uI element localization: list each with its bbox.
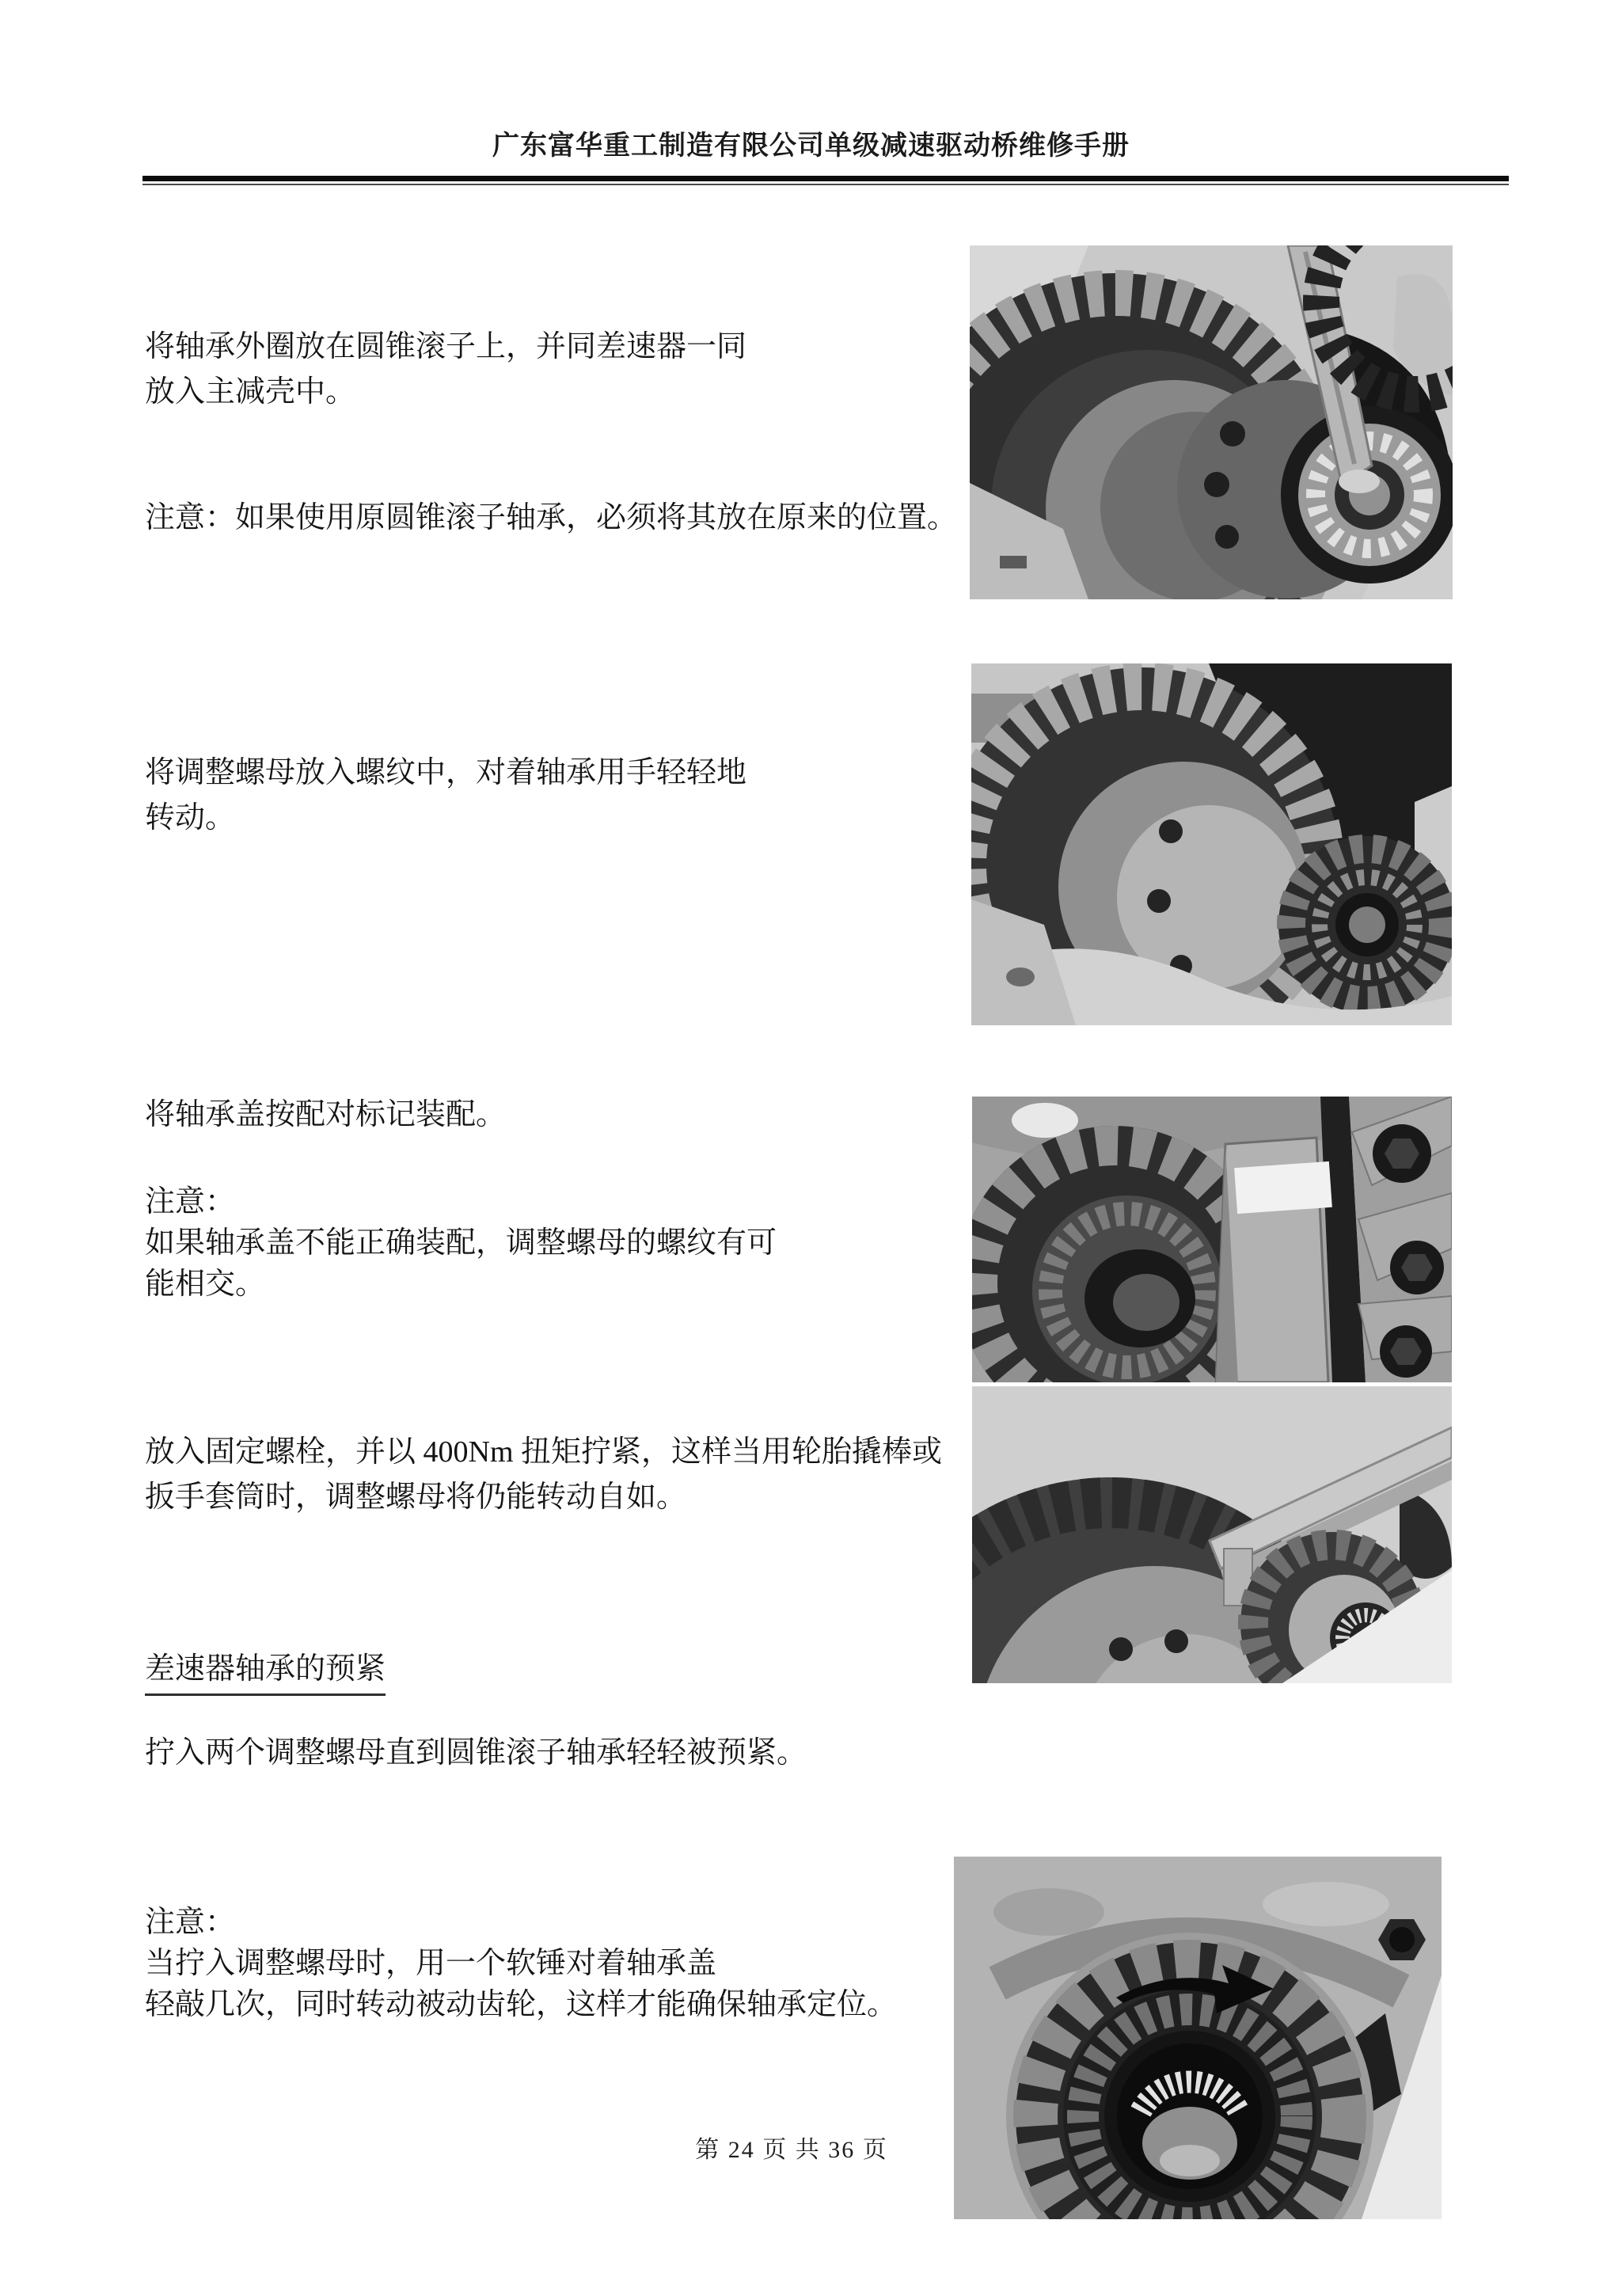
side-bearing <box>1281 406 1453 584</box>
photo-bearing-cap <box>972 1097 1452 1382</box>
note-line: 注意： <box>145 1185 236 1218</box>
cap-bolt-3 <box>1380 1325 1432 1378</box>
cap-bolt-2 <box>1390 1241 1444 1294</box>
paragraph-line: 将调整螺母放入螺纹中，对着轴承用手轻轻地 <box>145 756 747 789</box>
photo-differential-into-carrier <box>970 245 1453 599</box>
paragraph-line: 放入主减壳中。 <box>145 375 356 409</box>
header-rule <box>142 176 1509 185</box>
cap-bolt-1 <box>1373 1124 1431 1183</box>
paragraph-line: 拧入两个调整螺母直到圆锥滚子轴承轻轻被预紧。 <box>145 1736 807 1770</box>
photo-bearing-cap-art <box>972 1097 1452 1382</box>
header-rule-thin-line <box>142 184 1509 185</box>
paragraph-line: 将轴承外圈放在圆锥滚子上，并同差速器一同 <box>145 330 747 363</box>
paragraph-line: 转动。 <box>145 801 236 834</box>
page-number: 第 24 页 共 36 页 <box>695 2137 888 2163</box>
photo-pry-bar-tighten-art <box>972 1386 1452 1683</box>
section-heading-preload: 差速器轴承的预紧 <box>145 1644 386 1696</box>
photo-differential-into-carrier-art <box>970 245 1453 599</box>
photo-adjusting-nut-install <box>971 663 1452 1025</box>
paragraph-line: 放入固定螺栓，并以 400Nm 扭矩拧紧，这样当用轮胎撬棒或 <box>145 1435 943 1469</box>
photo-nut-rotation <box>954 1857 1442 2219</box>
photo-pry-bar-tighten <box>972 1386 1452 1683</box>
paragraph-preload <box>145 1731 807 1776</box>
adjusting-nut <box>1278 836 1452 1013</box>
photo-adjusting-nut-install-art <box>971 663 1452 1025</box>
note-soft-hammer <box>145 1902 897 2025</box>
note-original-bearing <box>145 496 957 541</box>
note-bearing-cap <box>145 1181 777 1305</box>
note-line: 轻敲几次，同时转动被动齿轮，这样才能确保轴承定位。 <box>145 1988 898 2021</box>
note-line: 注意：如果使用原圆锥滚子轴承，必须将其放在原来的位置。 <box>145 501 958 534</box>
bearing-cap-pillar <box>1216 1138 1332 1382</box>
note-line: 如果轴承盖不能正确装配，调整螺母的螺纹有可 <box>145 1226 777 1260</box>
photo-nut-rotation-art <box>954 1857 1442 2219</box>
note-line: 能相交。 <box>145 1268 266 1301</box>
note-line: 注意： <box>145 1906 236 1939</box>
page-header-title: 广东富华重工制造有限公司单级减速驱动桥维修手册 <box>492 131 1130 161</box>
paragraph-bearing-outer-ring <box>145 325 746 415</box>
paragraph-bearing-cap <box>145 1093 506 1138</box>
paragraph-fixing-bolts <box>145 1430 942 1520</box>
note-line: 当拧入调整螺母时，用一个软锤对着轴承盖 <box>145 1947 717 1980</box>
paragraph-line: 将轴承盖按配对标记装配。 <box>145 1098 507 1131</box>
header-rule-thick-line <box>142 176 1509 181</box>
paragraph-line: 扳手套筒时，调整螺母将仍能转动自如。 <box>145 1481 687 1514</box>
paragraph-adjusting-nut <box>145 751 746 841</box>
